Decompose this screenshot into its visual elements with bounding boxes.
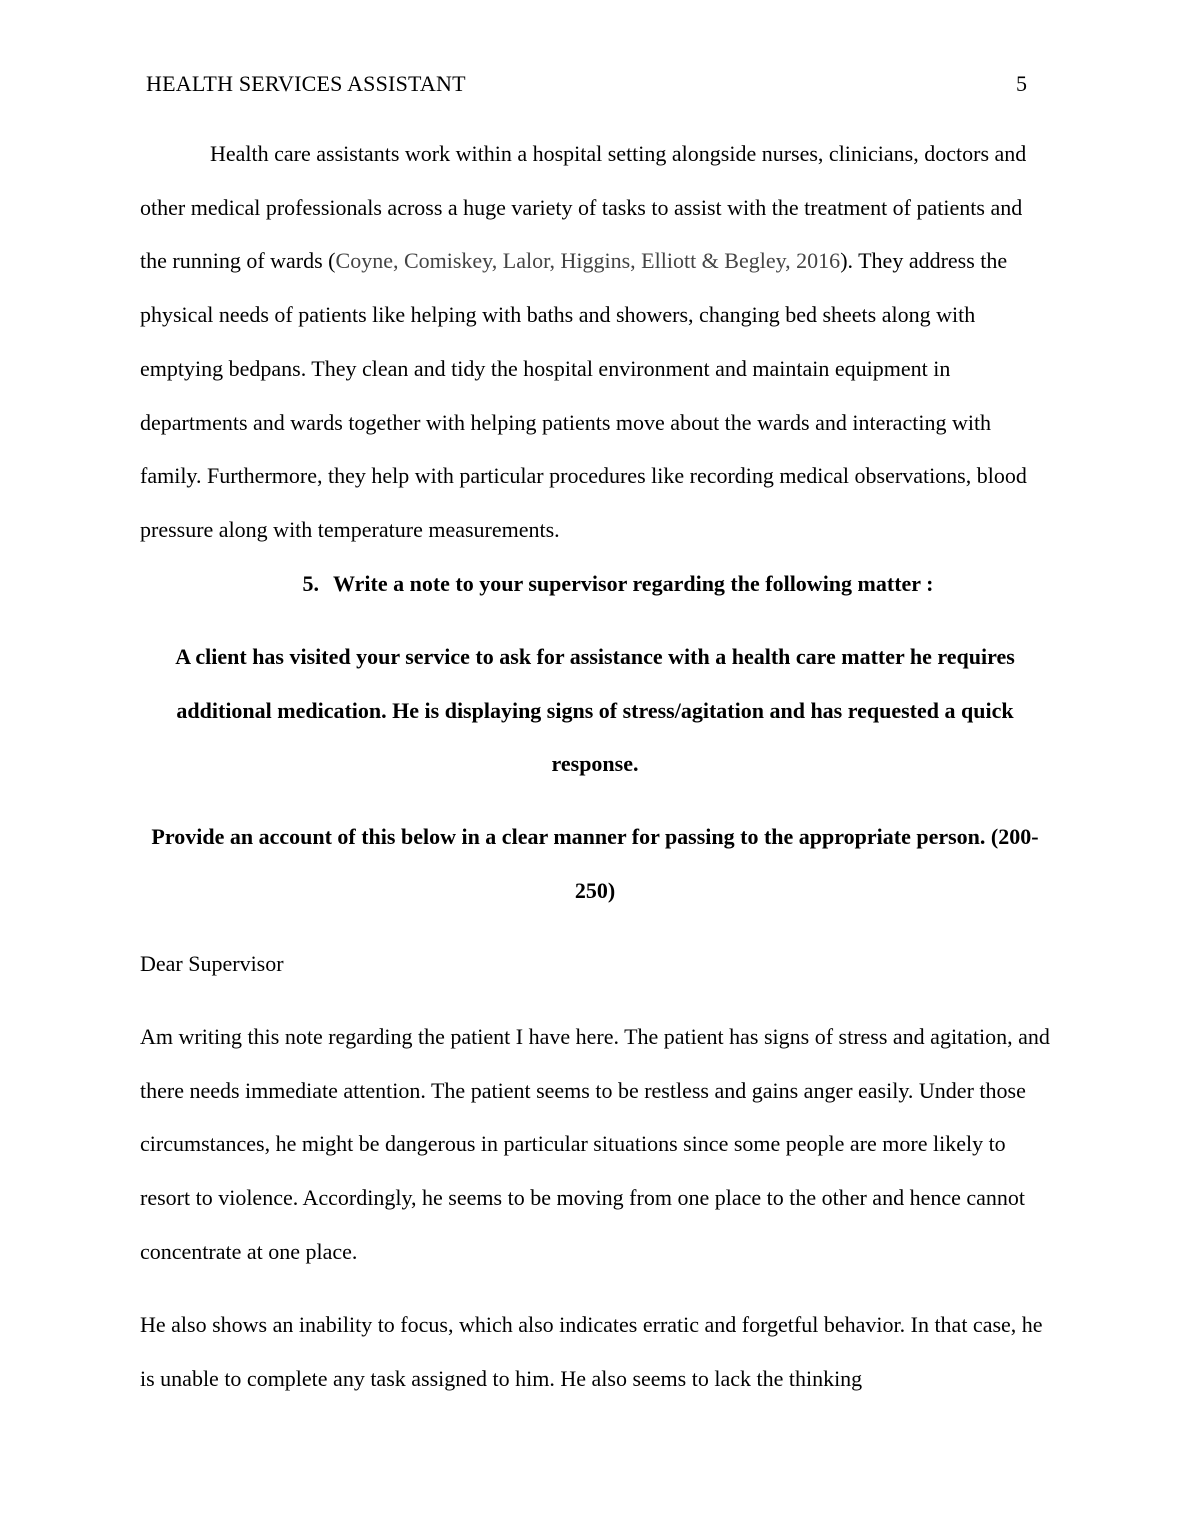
running-head: HEALTH SERVICES ASSISTANT — [146, 71, 466, 96]
question-title — [140, 557, 1050, 611]
question-number: 5. — [302, 571, 320, 596]
page-number: 5 — [1016, 71, 1027, 96]
note-salutation: Dear Supervisor — [140, 951, 284, 976]
note-paragraph-2: He also shows an inability to focus, which also indicates erratic and forgetful behavior. In that case, he is unable to complete any task assigned to him. He also seems to lack the thinking — [140, 1312, 1043, 1391]
intro-text-before-citation: Health care assistants work within a hospital setting alongside nurses, clinicians, doctors and other medical professionals across a huge variety of tasks to assist with the treatment of patients and the running of wards ( — [140, 141, 1027, 274]
question-scenario: A client has visited your service to ask for assistance with a health care matter he requires additional medication. He is displaying signs of stress/agitation and has requested a quick response. — [175, 644, 1015, 777]
intro-text-after-citation: ). They address the physical needs of patients like helping with baths and showers, changing bed sheets along with emptying bedpans. They clean and tidy the hospital environment and maintain equipment in departments and wards together with helping patients move about the wards and interacting with family. Furthermore, they help with particular procedures like recording medical observations, blood pressure along with temperature measurements. — [140, 248, 1027, 542]
question-instruction: Provide an account of this below in a clear manner for passing to the appropriate person. (200-250) — [151, 824, 1039, 903]
intro-paragraph — [140, 127, 1050, 557]
citation: Coyne, Comiskey, Lalor, Higgins, Elliott & Begley, 2016 — [335, 248, 841, 274]
question-title-text: Write a note to your supervisor regarding the following matter : — [333, 571, 934, 596]
note-paragraph-1: Am writing this note regarding the patient I have here. The patient has signs of stress and agitation, and there needs immediate attention. The patient seems to be restless and gains anger easily. Under those circumstances, he might be dangerous in particular situations since some people are more likely to resort to violence. Accordingly, he seems to be moving from one place to the other and hence cannot concentrate at one place. — [140, 1024, 1050, 1264]
